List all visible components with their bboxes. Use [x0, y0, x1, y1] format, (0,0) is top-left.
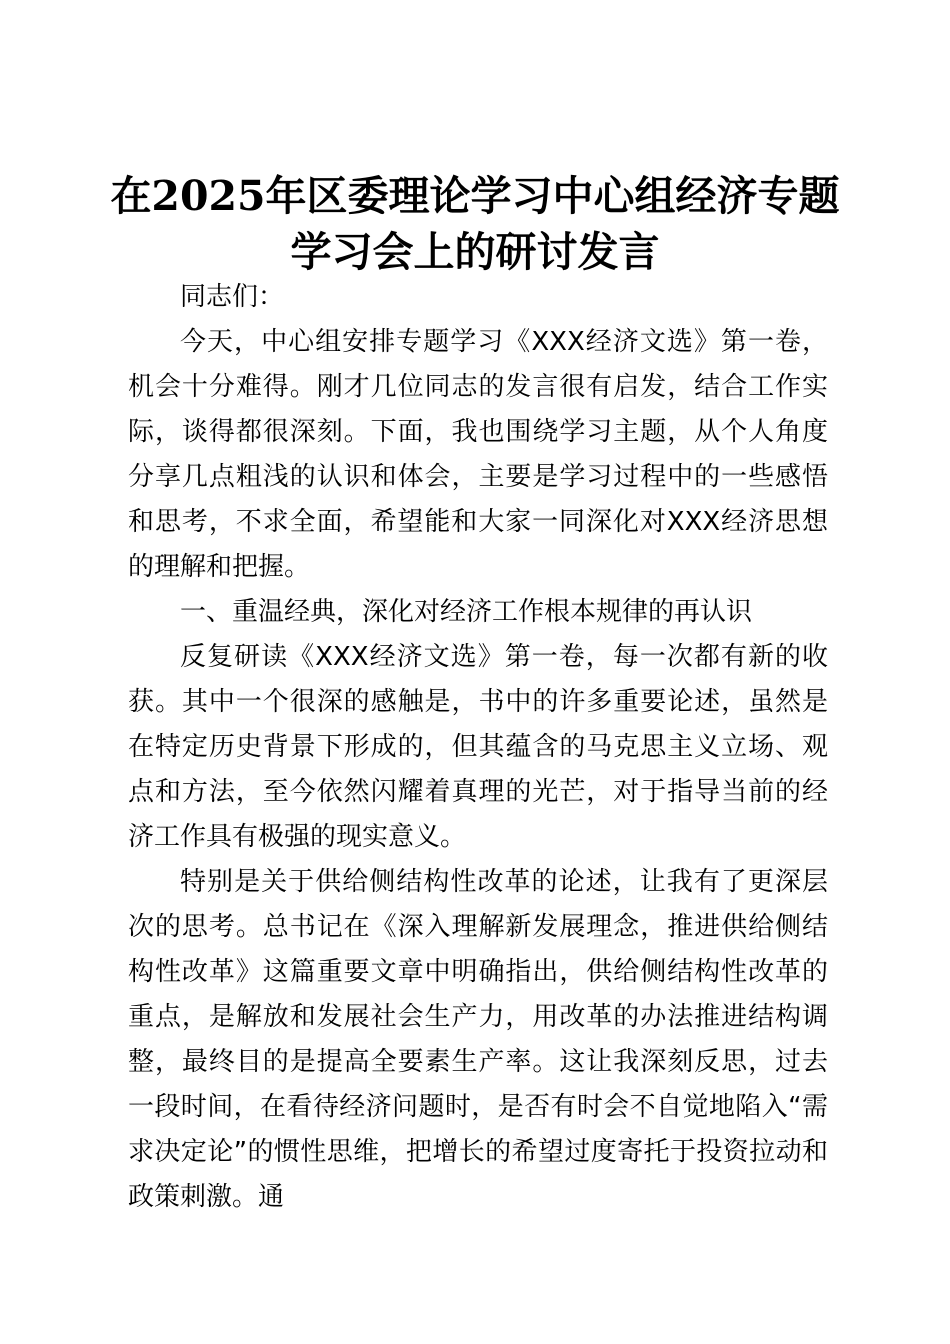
paragraph-body: 反复研读《XXX经济文选》第一卷，每一次都有新的收获。其中一个很深的感触是，书中的许多重要论述，虽然是在特定历史背景下形成的，但其蕴含的马克思主义立场、观点和方法，至今依然闪耀着真理的光芒，对于指导当前的经济工作具有极强的现实意义。 [128, 642, 828, 852]
section-heading: 一、重温经典，深化对经济工作根本规律的再认识 [180, 597, 753, 627]
document-body [128, 275, 828, 1220]
salutation: 同志们： [180, 282, 285, 312]
paragraph-body: 特别是关于供给侧结构性改革的论述，让我有了更深层次的思考。总书记在《深入理解新发展理念，推进供给侧结构性改革》这篇重要文章中明确指出，供给侧结构性改革的重点，是解放和发展社会生产力，用改革的办法推进结构调整，最终目的是提高全要素生产率。这让我深刻反思，过去一段时间，在看待经济问题时，是否有时会不自觉地陷入“需求决定论”的惯性思维，把增长的希望过度寄托于投资拉动和政策刺激。通 [128, 867, 828, 1212]
paragraph-intro: 今天，中心组安排专题学习《XXX经济文选》第一卷，机会十分难得。刚才几位同志的发言很有启发，结合工作实际，谈得都很深刻。下面，我也围绕学习主题，从个人角度分享几点粗浅的认识和体会，主要是学习过程中的一些感悟和思考，不求全面，希望能和大家一同深化对XXX经济思想的理解和把握。 [128, 327, 828, 582]
document-title: 在2025年区委理论学习中心组经济专题学习会上的研讨发言 [110, 172, 840, 276]
